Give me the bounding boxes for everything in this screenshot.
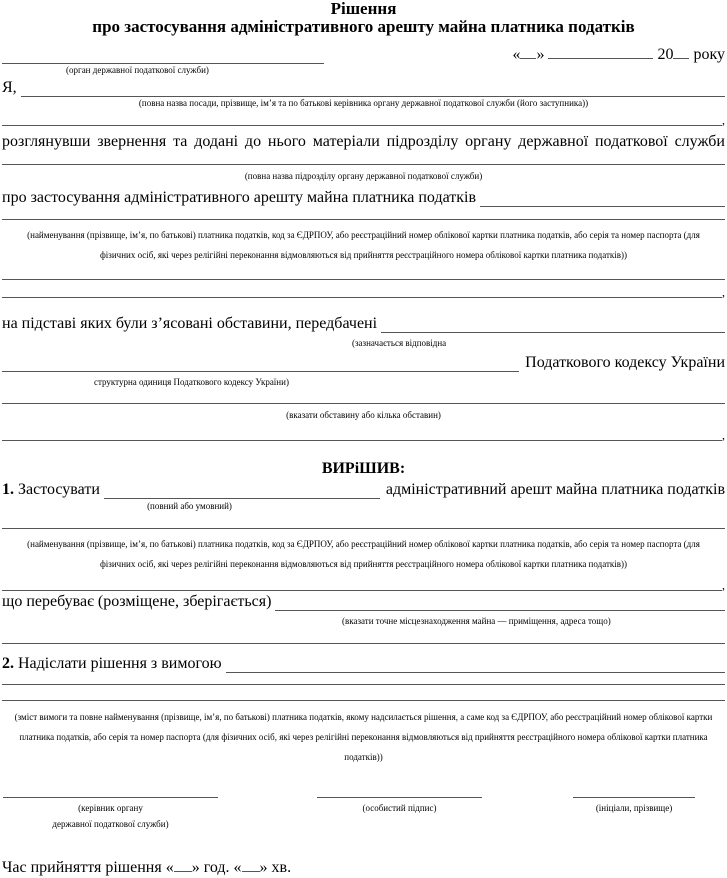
caption-zmist: (зміст вимоги та повне найменування (прізвище, ім’я, по батькові) платника податків, якому надсилається рішення, а саме код за ЄДРПОУ, або реєстраційний номер облікової картки платника податків, або серія та номер паспорта (для фізичних осіб, які через релігійні переконання відмовляються від прийняття реєстраційного номера облікової картки платника податків)): [14, 712, 713, 762]
item2-row: [2, 653, 725, 673]
date-close-quote: »: [536, 46, 545, 63]
item1-row: [2, 479, 725, 499]
fill-line-organ: [2, 45, 324, 64]
trailing-comma: ,: [722, 113, 725, 127]
caption-organ: (орган державної податкової служби): [66, 65, 209, 75]
fill-line-platnyk: [480, 188, 725, 207]
date-century: 20: [657, 46, 674, 63]
vyrishyv-heading: ВИРіШИВ:: [321, 460, 406, 477]
decision-time-row: [2, 858, 725, 878]
minutes-label: хв.: [271, 859, 292, 876]
fill-line-mistse: [275, 592, 725, 611]
fill-line: [2, 285, 722, 298]
paragraph-rozghlianuvshy: розглянувши звернення та додані до нього матеріали підрозділу органу державної податкової служби: [2, 133, 725, 150]
fill-line-row: [2, 427, 725, 441]
time-close-quote: »: [191, 859, 200, 876]
fill-line: [2, 700, 725, 701]
fill-line-vymoha: [226, 654, 725, 673]
perebuvaie-row: [2, 591, 725, 611]
pro-zastosuvannia-text: про застосування адміністративного арешту майна платника податків: [2, 189, 477, 206]
na-pidstavi-row: [2, 313, 725, 333]
fill-line: [2, 428, 722, 441]
fill-line: [2, 219, 725, 220]
caption-povnyi-umovnyi: (повний або умовний): [147, 501, 232, 511]
signature-row: [2, 797, 725, 832]
na-pidstavi-text: на підставі яких були з’ясовані обставини, передбачені: [2, 315, 378, 332]
caption-obstavyna: (вказати обставину або кілька обставин): [286, 410, 441, 420]
caption-pidpys: (особистий підпис): [362, 803, 437, 813]
pro-zastosuvannia-row: [2, 187, 725, 207]
fill-line: [2, 684, 725, 685]
ya-row: [2, 77, 725, 97]
item2-number: 2.: [2, 655, 14, 672]
fill-line: [2, 403, 725, 404]
fill-line-arrest-type: [104, 480, 380, 499]
fill-line-hours: [174, 859, 192, 872]
signature-col-pidpys: [317, 797, 482, 816]
item1-number: 1.: [2, 481, 14, 498]
fill-line: [2, 643, 725, 644]
fill-line-month: [548, 46, 653, 59]
decision-time-text: Час прийняття рішення: [2, 859, 162, 876]
trailing-comma: ,: [722, 578, 725, 592]
signature-line-initsialy: [573, 797, 695, 798]
fill-line: [2, 113, 722, 126]
caption-kerivnyk-2: державної податкової служби): [52, 819, 169, 829]
caption-mistse: (вказати точне місцезнаходження майна — приміщення, адреса тощо): [342, 616, 611, 626]
organ-date-row: [2, 44, 725, 64]
fill-line-posada: [21, 78, 725, 97]
kodeks-text: Податкового кодексу України: [525, 354, 725, 371]
signature-line-kerivnyk: [3, 797, 218, 798]
doc-title-line1: Рішення: [330, 0, 397, 18]
item2-text: Надіслати рішення з вимогою: [18, 655, 222, 672]
fill-line: [2, 528, 725, 529]
date-year-word: року: [693, 46, 725, 63]
caption-naimenuvannia-2: (найменування (прізвище, ім’я, по батькові) платника податків, код за ЄДРПОУ, або реєстраційний номер облікової картки платника податків, або серія та номер паспорта (для фізичних осіб, які через релігійні переконання відмовляються від прийняття реєстраційного номера облікової картки платника податків)): [27, 539, 700, 569]
item1-rest: адміністративний арешт майна платника податків: [385, 481, 725, 498]
ya-label: Я,: [2, 79, 17, 96]
fill-line-day: [520, 46, 536, 59]
caption-kerivnyk-1: (керівник органу: [78, 803, 143, 813]
fill-line-row: [2, 284, 725, 298]
signature-line-pidpys: [317, 797, 482, 798]
signature-col-kerivnyk: [3, 797, 218, 832]
fill-line-obstavyny: [381, 314, 725, 333]
fill-line-row: [2, 577, 725, 591]
time-close-quote-2: »: [259, 859, 268, 876]
trailing-comma: ,: [722, 428, 725, 442]
caption-zaznachaietsia: (зазначається відповідна: [352, 338, 447, 348]
fill-line: [2, 578, 722, 591]
hours-label: год.: [203, 859, 230, 876]
caption-posada: (повна назва посади, прізвище, ім’я та по батькові керівника органу державної податкової служби (його заступника)): [138, 98, 589, 108]
time-open-quote-2: «: [233, 859, 242, 876]
caption-strukturna: структурна одиниця Податкового кодексу України): [94, 377, 289, 387]
kodeks-row: [2, 352, 725, 372]
fill-line-year: [673, 46, 689, 59]
fill-line-minutes: [242, 859, 260, 872]
time-open-quote: «: [165, 859, 174, 876]
date-open-quote: «: [512, 46, 521, 63]
fill-line-row: [2, 112, 725, 126]
doc-title-line2: про застосування адміністративного арешту майна платника податків: [92, 17, 635, 36]
caption-pidrozdil: (повна назва підрозділу органу державної податкової служби): [244, 171, 483, 181]
signature-col-initsialy: [573, 797, 695, 816]
caption-naimenuvannia: (найменування (прізвище, ім’я, по батькові) платника податків, код за ЄДРПОУ, або реєстраційний номер облікової картки платника податків, або серія та номер паспорта (для фізичних осіб, які через релігійні переконання відмовляються від прийняття реєстраційного номера облікової картки платника податків)): [27, 230, 700, 260]
item1-text: Застосувати: [18, 481, 100, 498]
fill-line-strukturna: [2, 353, 519, 372]
fill-line: [2, 164, 725, 165]
date-row: [512, 45, 725, 64]
fill-line: [2, 279, 725, 280]
trailing-comma: ,: [722, 285, 725, 299]
caption-initsialy: (ініціали, прізвище): [595, 803, 673, 813]
perebuvaie-text: що перебуває (розміщене, зберігається): [2, 593, 272, 610]
